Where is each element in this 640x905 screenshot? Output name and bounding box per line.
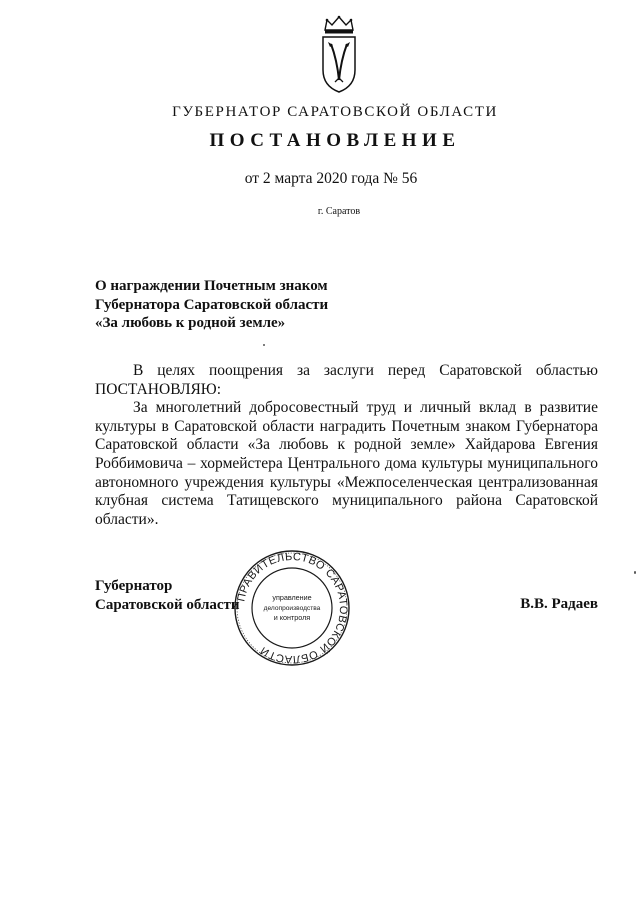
signatory-title-line-1: Губернатор [95,578,173,594]
seal-inner-line-3: и контроля [273,613,311,622]
signatory-name: В.В. Радаев [520,596,598,612]
subject-line-3: «За любовь к родной земле» [95,315,286,331]
scan-speck [634,571,636,574]
authority-heading: ГУБЕРНАТОР САРАТОВСКОЙ ОБЛАСТИ [172,104,498,120]
signatory-title [95,577,240,615]
official-seal [232,548,352,668]
seal-inner-line-1: управление [272,593,312,602]
document-date-number: от 2 марта 2020 года № 56 [244,170,418,187]
seal-inner-line-2: делопроизводства [263,605,321,612]
subject-line-1: О награждении Почетным знаком [95,278,328,294]
seal-outer-text: ПРАВИТЕЛЬСТВО САРАТОВСКОЙ ОБЛАСТИ [235,550,350,666]
document-subject [95,277,328,333]
decision-paragraph: За многолетний добросовестный труд и личный вклад в развитие культуры в Саратовской области наградить Почетным знаком Губернатора Саратовской области «За любовь к родной земле» Хайдарова Евгения Роббимовича – хормейстера Центрального дома культуры муниципального автономного учреждения культуры «Межпоселенческая централизованная клубная система Татищевского муниципального района Саратовской области». [95,399,598,528]
resolve-word: ПОСТАНОВЛЯЮ: [95,380,222,398]
document-type-title: ПОСТАНОВЛЕНИЕ [209,130,461,151]
scan-speck [263,344,265,346]
preamble-paragraph: В целях поощрения за заслуги перед Саратовской областью [133,362,598,379]
subject-line-2: Губернатора Саратовской области [95,296,329,313]
document-body [95,362,598,529]
document-city: г. Саратов [317,206,361,217]
signatory-title-line-2: Саратовской области [95,597,240,613]
coat-of-arms-icon [317,14,361,94]
